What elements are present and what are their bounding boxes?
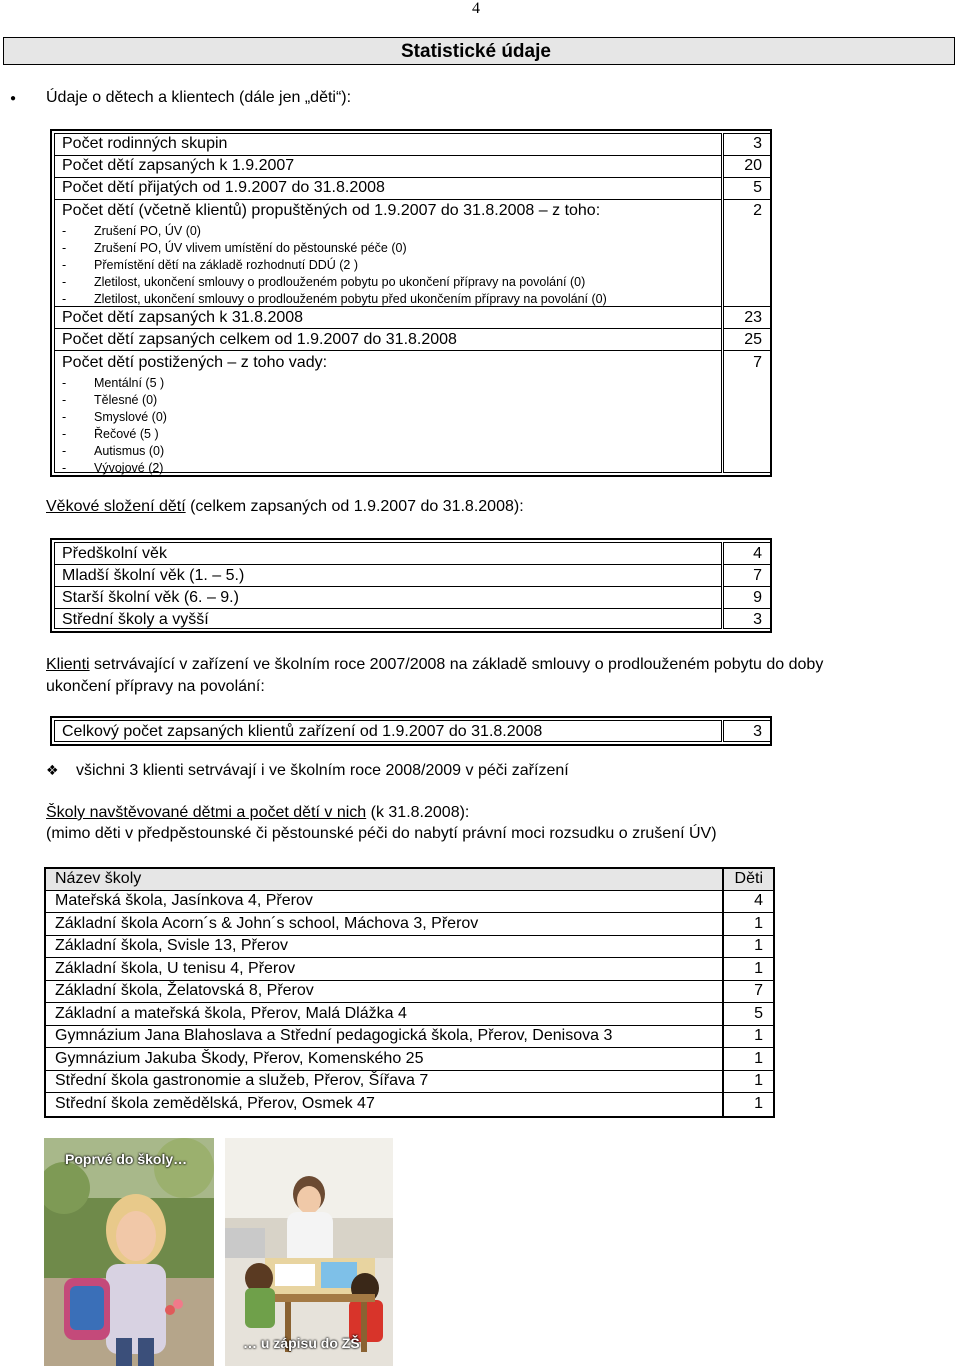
children-stats-table: Počet rodinných skupin 3 Počet dětí zapsaných k 1.9.2007 20 Počet dětí přijatých od 1.9.2007 do 31.8.2008 5 Počet dětí (včetně klientů) propuštěných od 1.9.2007 do 31.8.2008 – z toho: 2 - Zrušení PO, ÚV (0) - Zrušení PO, ÚV vlivem umístění do pěstounské péče (0) - Přemístění dětí na základě rozhodnutí DDÚ (2 ) - Zletilost, ukončení smlouvy o prodlouženém pobytu po ukončení přípravy na povolání (0) - Zletilost, ukončení smlouvy o prodlouženém pobytu před ukončením přípravy na povolání (0) Počet dětí zapsaných k 31.8.2008 23 Počet dětí zapsaných celkem od 1.9.2007 do 31.8.2008 25 Počet dětí postižených – z toho vady: 7 - Mentální (5 ) - Tělesné (0) - Smyslové (0) - Řečové (5 ) - Autismus (0) - Vývojové (2) (50, 129, 772, 477)
clients-paragraph-line1: Klienti setrvávající v zařízení ve školním roce 2007/2008 na základě smlouvy o prodlouženém pobytu do doby (46, 656, 824, 673)
photo-caption: … u zápisu do ZŠ (243, 1335, 360, 1351)
schools-heading-note: (mimo děti v předpěstounské či pěstounské péči do nabytí právní moci rozsudku o zrušení ÚV) (46, 825, 717, 842)
table-row: Základní škola, Svisle 13, Přerov 1 (46, 936, 773, 958)
table-row: Střední škola zemědělská, Přerov, Osmek 47 1 (55, 1094, 763, 1112)
clients-note: ❖ všichni 3 klienti setrvávají i ve školním roce 2008/2009 v péči zařízení (46, 762, 569, 779)
table-row: Gymnázium Jana Blahoslava a Střední pedagogická škola, Přerov, Denisova 3 1 (46, 1026, 773, 1048)
table-row: Gymnázium Jakuba Škody, Přerov, Komenského 25 1 (46, 1049, 773, 1071)
column-header-school: Název školy (55, 870, 142, 887)
photo-school-enrollment (225, 1138, 393, 1366)
list-item: - Tělesné (0) (62, 393, 158, 407)
list-item: - Zletilost, ukončení smlouvy o prodlouženém pobytu po ukončení přípravy na povolání (0) (62, 275, 586, 289)
age-table: Předškolní věk 4 Mladší školní věk (1. – 5.) 7 Starší školní věk (6. – 9.) 9 Střední školy a vyšší 3 (50, 538, 772, 633)
table-row: Základní škola, Želatovská 8, Přerov 7 (46, 981, 773, 1003)
photo-girl-first-school-day (44, 1138, 214, 1366)
table-row: Základní škola, U tenisu 4, Přerov 1 (46, 959, 773, 981)
list-item: - Autismus (0) (62, 444, 165, 458)
schools-table (44, 867, 775, 1118)
list-item: - Mentální (5 ) (62, 376, 165, 390)
section-header (3, 37, 955, 65)
list-item: - Řečové (5 ) (62, 427, 159, 441)
bullet-icon: ● (10, 93, 17, 104)
clients-table: Celkový počet zapsaných klientů zařízení od 1.9.2007 do 31.8.2008 3 (50, 716, 772, 746)
table-header-row (46, 869, 773, 891)
table-row: Střední škola gastronomie a služeb, Přerov, Šířava 7 1 (46, 1071, 773, 1093)
column-divider (722, 869, 724, 1116)
list-item: - Zrušení PO, ÚV vlivem umístění do pěstounské péče (0) (62, 241, 407, 255)
photo-caption: Poprvé do školy… (65, 1151, 188, 1167)
list-item: - Vývojové (2) (62, 461, 164, 475)
section-title: Statistické údaje (401, 41, 551, 62)
clients-paragraph-line2: ukončení přípravy na povolání: (46, 678, 265, 695)
table-row: Mateřská škola, Jasínkova 4, Přerov 4 (46, 891, 773, 913)
list-item: - Přemístění dětí na základě rozhodnutí DDÚ (2 ) (62, 258, 359, 272)
table-row: Základní a mateřská škola, Přerov, Malá Dlážka 4 5 (46, 1004, 773, 1026)
age-heading: Věkové složení dětí (celkem zapsaných od 1.9.2007 do 31.8.2008): (46, 498, 524, 515)
page-number: 4 (472, 0, 480, 17)
schools-heading: Školy navštěvované dětmi a počet dětí v nich (k 31.8.2008): (46, 804, 470, 821)
intro-text: Údaje o dětech a klientech (dále jen „děti“): (46, 89, 352, 106)
list-item: - Zletilost, ukončení smlouvy o prodlouženém pobytu před ukončením přípravy na povolání (0) (62, 292, 607, 306)
table-row: Základní škola Acorn´s & John´s school, Máchova 3, Přerov 1 (46, 914, 773, 936)
list-item: - Smyslové (0) (62, 410, 167, 424)
diamond-bullet-icon: ❖ (46, 763, 59, 779)
list-item: - Zrušení PO, ÚV (0) (62, 224, 201, 238)
column-header-children: Děti (734, 870, 763, 887)
